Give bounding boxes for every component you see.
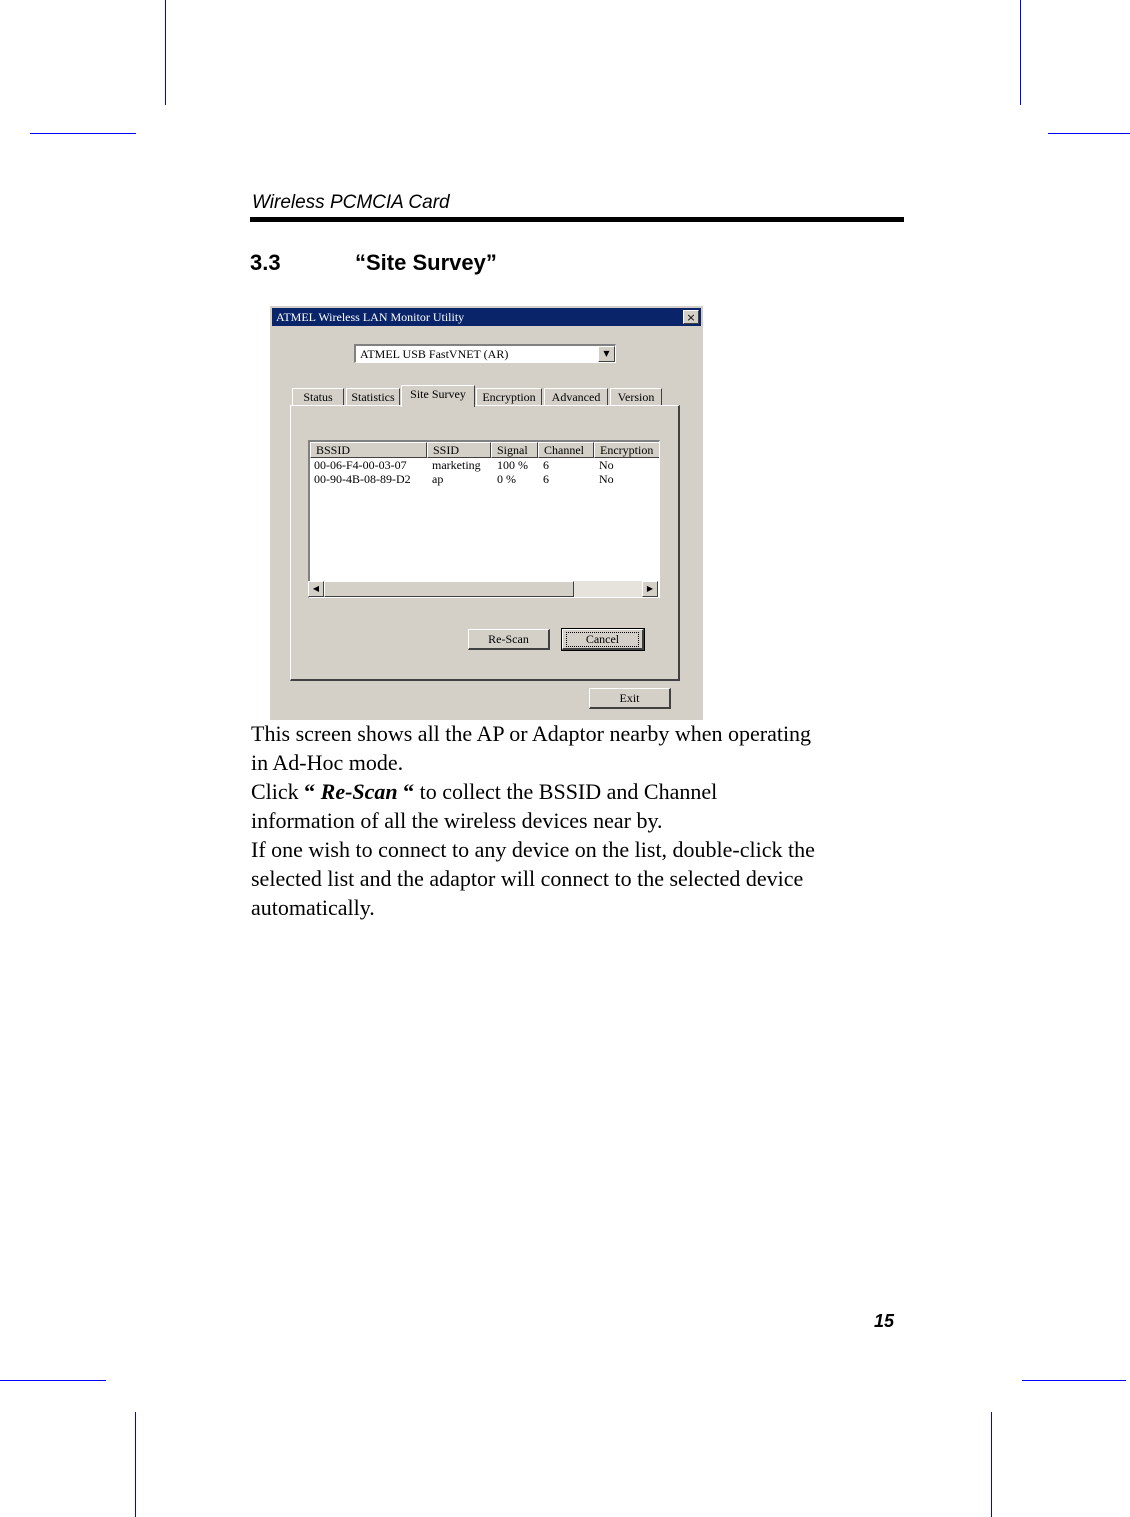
cell-channel: 6 <box>543 472 549 486</box>
column-header-channel[interactable]: Channel <box>538 442 594 458</box>
horizontal-scrollbar[interactable] <box>308 581 658 597</box>
tab-version[interactable]: Version <box>610 388 662 405</box>
scroll-left-icon[interactable]: ◀ <box>308 581 324 597</box>
header-rule <box>250 217 904 222</box>
tab-statistics[interactable]: Statistics <box>346 388 400 405</box>
running-head: Wireless PCMCIA Card <box>252 192 450 213</box>
scroll-right-icon[interactable]: ▶ <box>642 581 658 597</box>
section-title: “Site Survey” <box>355 250 497 275</box>
body-line: If one wish to connect to any device on the list, double-click the <box>251 837 815 862</box>
crop-mark <box>135 1412 136 1517</box>
body-text <box>251 719 871 922</box>
exit-button[interactable]: Exit <box>589 688 671 709</box>
crop-mark <box>0 1380 106 1381</box>
click-prefix: Click <box>251 779 305 804</box>
column-header-bssid[interactable]: BSSID <box>310 442 427 458</box>
cell-signal: 0 % <box>497 472 516 486</box>
body-line <box>251 777 871 806</box>
cell-bssid: 00-90-4B-08-89-D2 <box>314 472 411 486</box>
adapter-select[interactable] <box>354 344 616 363</box>
scroll-thumb[interactable] <box>324 581 574 597</box>
body-line: automatically. <box>251 895 375 920</box>
crop-mark <box>991 1412 992 1517</box>
monitor-utility-window <box>270 306 703 720</box>
crop-mark <box>1048 133 1130 134</box>
cell-channel: 6 <box>543 458 549 472</box>
cancel-button-label: Cancel <box>566 632 639 647</box>
body-line: information of all the wireless devices near by. <box>251 808 663 833</box>
column-header-signal[interactable]: Signal <box>491 442 538 458</box>
window-titlebar <box>272 308 701 326</box>
cell-bssid: 00-06-F4-00-03-07 <box>314 458 407 472</box>
tab-encryption[interactable]: Encryption <box>476 388 542 405</box>
cell-ssid: marketing <box>432 458 481 472</box>
cell-ssid: ap <box>432 472 444 486</box>
crop-mark <box>165 0 166 105</box>
tab-site-survey[interactable]: Site Survey <box>401 385 475 407</box>
body-line: This screen shows all the AP or Adaptor nearby when operating <box>251 721 812 746</box>
site-survey-list[interactable] <box>308 440 660 598</box>
cancel-button[interactable] <box>562 629 644 650</box>
close-icon[interactable]: × <box>683 310 699 324</box>
quote-open: “ <box>304 779 316 804</box>
cell-encryption: No <box>599 472 614 486</box>
crop-mark <box>1020 0 1021 105</box>
cell-signal: 100 % <box>497 458 528 472</box>
column-header-encryption[interactable]: Encryption <box>594 442 660 458</box>
click-suffix: to collect the BSSID and Channel <box>414 779 718 804</box>
tab-status[interactable]: Status <box>292 388 344 405</box>
chevron-down-icon[interactable]: ▼ <box>598 346 615 362</box>
adapter-select-value: ATMEL USB FastVNET (AR) <box>360 347 509 361</box>
tab-advanced[interactable]: Advanced <box>544 388 608 405</box>
cell-encryption: No <box>599 458 614 472</box>
rescan-term: Re-Scan <box>320 779 398 804</box>
crop-mark <box>1022 1380 1126 1381</box>
crop-mark <box>30 133 136 134</box>
body-line: in Ad-Hoc mode. <box>251 750 404 775</box>
window-title: ATMEL Wireless LAN Monitor Utility <box>276 310 465 324</box>
body-line: selected list and the adaptor will connect to the selected device <box>251 866 804 891</box>
quote-close: “ <box>403 779 415 804</box>
page-number: 15 <box>874 1311 895 1331</box>
column-header-ssid[interactable]: SSID <box>427 442 491 458</box>
section-number: 3.3 <box>250 250 281 275</box>
rescan-button[interactable]: Re-Scan <box>468 629 550 650</box>
